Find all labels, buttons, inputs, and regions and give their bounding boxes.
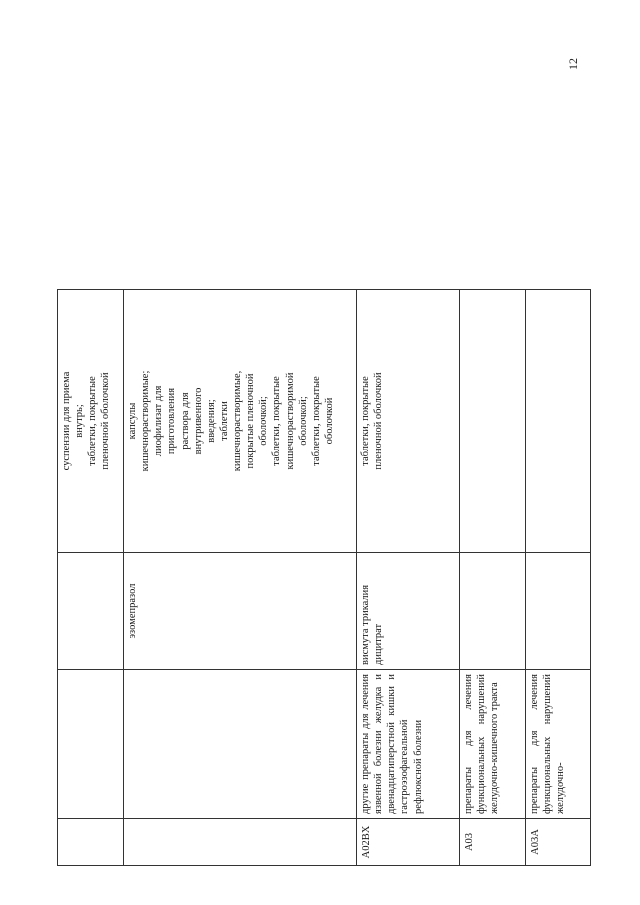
dosage-form-line: суспензии для приема xyxy=(61,371,72,471)
dosage-form-line: таблетки, покрытые xyxy=(271,376,283,466)
dosage-form-line: оболочкой xyxy=(323,397,335,445)
dosage-form-line: оболочкой; xyxy=(258,396,270,446)
drug-name-cell: висмута трикалия дицитрат xyxy=(357,553,460,670)
dosage-form-line: приготовления xyxy=(166,387,178,455)
table-row xyxy=(526,290,591,866)
drug-classification-table xyxy=(57,289,591,866)
dosage-forms-cell xyxy=(357,290,460,553)
page-number: 12 xyxy=(566,58,580,70)
table-row xyxy=(124,290,357,866)
dosage-form-line: раствора для xyxy=(179,392,191,450)
dosage-form-line: капсулы xyxy=(127,402,138,440)
drug-name-cell: эзомепразол xyxy=(124,553,357,670)
group-name-cell xyxy=(58,670,124,819)
dosage-form-line: кишечнорастворимой xyxy=(284,372,296,470)
dosage-forms-cell xyxy=(58,290,124,553)
dosage-form-line: кишечнорастворимые; xyxy=(140,370,152,472)
table-row xyxy=(58,290,124,866)
dosage-form-line: таблетки, покрытые xyxy=(87,376,99,466)
dosage-form-line: кишечнорастворимые, xyxy=(232,370,243,472)
dosage-form-line: пленочной оболочкой xyxy=(373,372,385,470)
dosage-form-line: оболочкой; xyxy=(297,396,309,446)
group-name-cell: препараты для лечения функциональных нарушений желудочно- xyxy=(526,670,591,819)
group-name-cell xyxy=(124,670,357,819)
drug-name-cell xyxy=(58,553,124,670)
dosage-forms-cell xyxy=(460,290,526,553)
atc-code-cell xyxy=(124,819,357,866)
dosage-form-line: лиофилизат для xyxy=(153,385,165,457)
dosage-form-line: таблетки xyxy=(218,401,230,441)
drug-name-cell xyxy=(526,553,591,670)
group-name-cell: препараты для лечения функциональных нарушений желудочно-кишечного тракта xyxy=(460,670,526,819)
atc-code-cell: A02BX xyxy=(357,819,460,866)
dosage-form-line: внутривенного xyxy=(192,387,204,455)
dosage-form-line: покрытые пленочной xyxy=(245,373,257,469)
atc-code-cell xyxy=(58,819,124,866)
atc-code-cell: A03 xyxy=(460,819,526,866)
group-name-cell: другие препараты для лечения язвенной болезни желудка и двенадцатиперстной кишки и гастроэзофагеальной рефлюксной болезни xyxy=(357,670,460,819)
table-row xyxy=(460,290,526,866)
dosage-form-line: внутрь; xyxy=(74,404,86,438)
table-row xyxy=(357,290,460,866)
dosage-form-line: таблетки, покрытые xyxy=(360,376,371,466)
atc-code-cell: A03A xyxy=(526,819,591,866)
dosage-forms-cell xyxy=(526,290,591,553)
dosage-form-line: пленочной оболочкой xyxy=(100,372,112,470)
dosage-form-line: введения; xyxy=(205,399,217,443)
dosage-forms-cell xyxy=(124,290,357,553)
dosage-form-line: таблетки, покрытые xyxy=(310,376,322,466)
drug-name-cell xyxy=(460,553,526,670)
